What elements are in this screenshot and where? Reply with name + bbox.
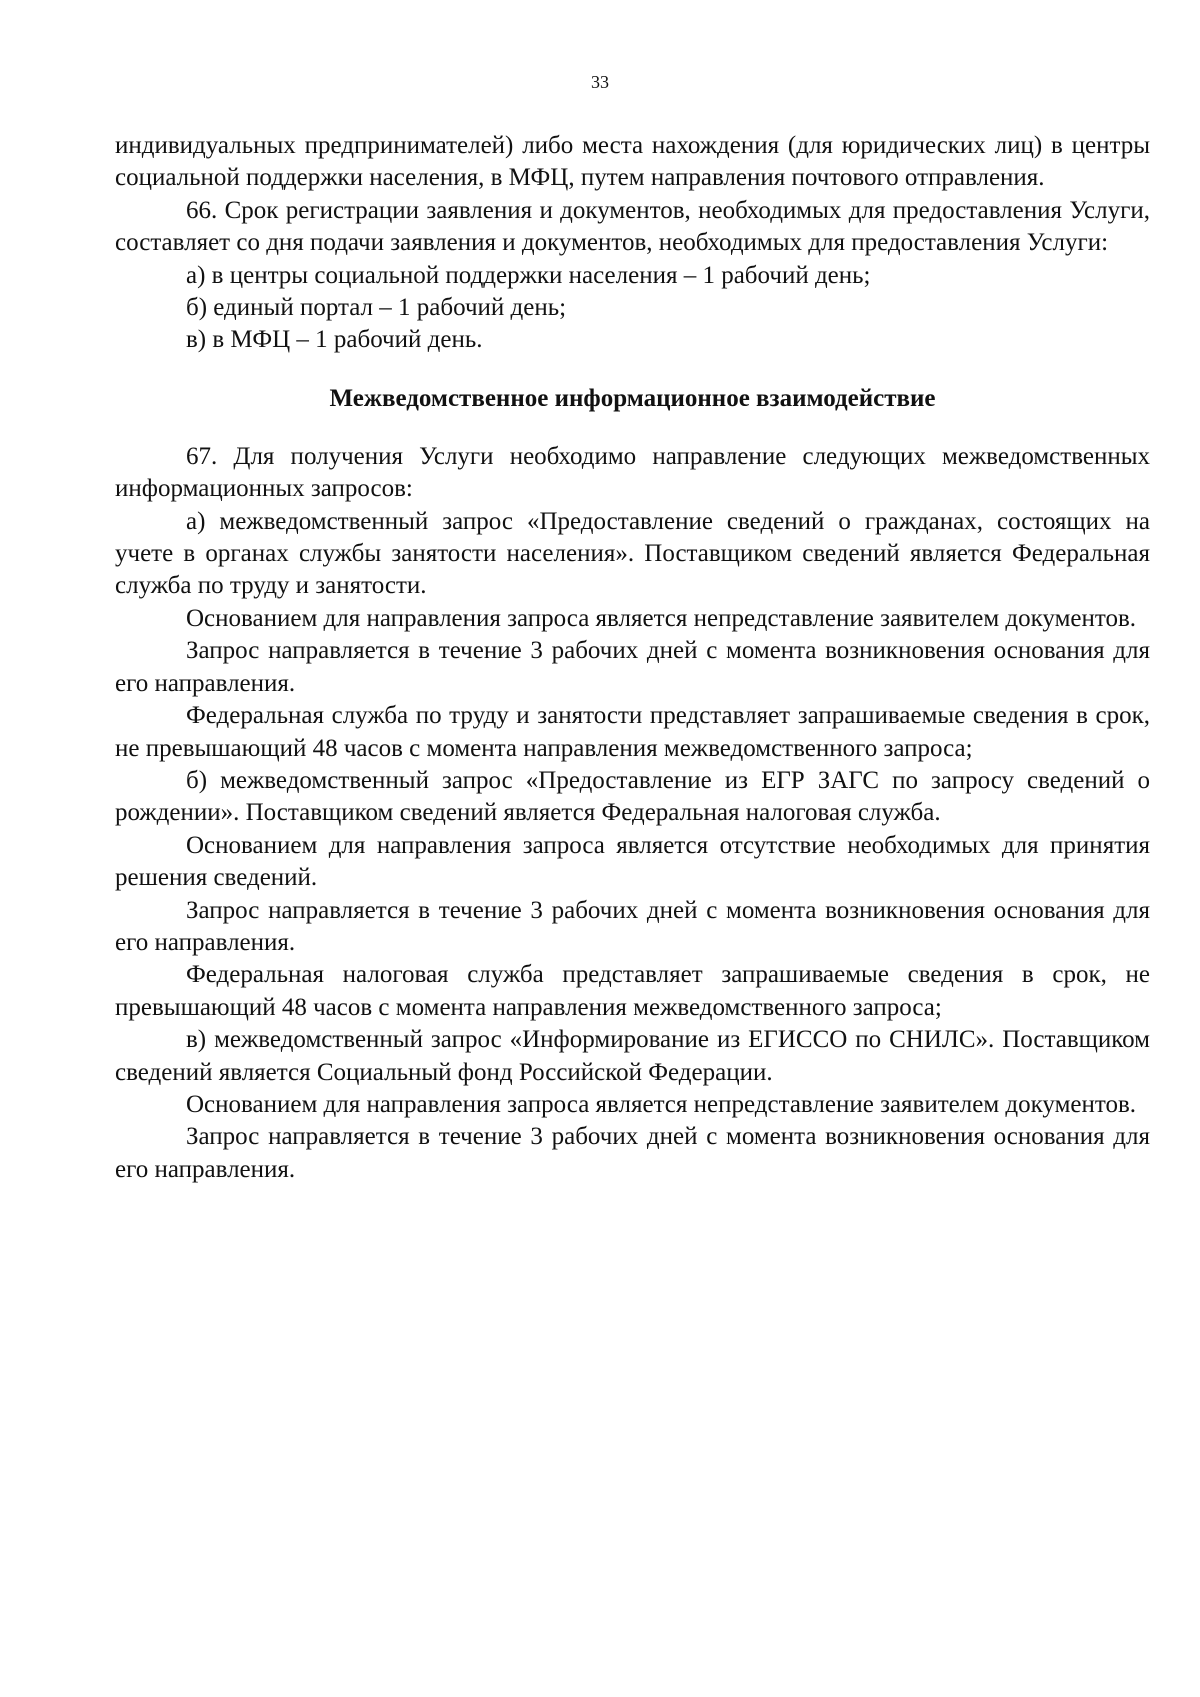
paragraph-67-b-timing: Запрос направляется в течение 3 рабочих дней с момента возникновения основания для его направления. [115, 896, 1150, 956]
paragraph-67-c: в) межведомственный запрос «Информирование из ЕГИССО по СНИЛС». Поставщиком сведений является Социальный фонд Российской Федерации. [115, 1026, 1150, 1086]
paragraph-66-a: а) в центры социальной поддержки населения – 1 рабочий день; [186, 261, 871, 289]
page-number: 33 [591, 72, 609, 92]
paragraph-66-b: б) единый портал – 1 рабочий день; [186, 294, 567, 322]
paragraph-66: 66. Срок регистрации заявления и документов, необходимых для предоставления Услуги, составляет со дня подачи заявления и документов, необходимых для предоставления Услуги: [115, 196, 1150, 257]
paragraph-67-a-timing: Запрос направляется в течение 3 рабочих дней с момента возникновения основания для его направления. [115, 637, 1150, 697]
paragraph-67-c-basis: Основанием для направления запроса является непредставление заявителем документов. [186, 1090, 1137, 1118]
paragraph-67-a: а) межведомственный запрос «Предоставление сведений о гражданах, состоящих на учете в органах службы занятости населения». Поставщиком сведений является Федеральная служба по труду и занятости. [115, 507, 1150, 600]
paragraph-66-c: в) в МФЦ – 1 рабочий день. [186, 326, 483, 354]
paragraphs-before-heading [115, 130, 1150, 357]
paragraph-67-b: б) межведомственный запрос «Предоставление из ЕГР ЗАГС по запросу сведений о рождении». Поставщиком сведений является Федеральная налоговая служба. [115, 766, 1150, 827]
paragraph-67-a-basis: Основанием для направления запроса является непредставление заявителем документов. [186, 604, 1137, 632]
paragraphs-after-heading [115, 441, 1150, 1186]
paragraph-67-b-basis: Основанием для направления запроса является отсутствие необходимых для принятия решения сведений. [115, 831, 1150, 892]
paragraph-67-b-response: Федеральная налоговая служба представляет запрашиваемые сведения в срок, не превышающий 48 часов с момента направления межведомственного запроса; [115, 961, 1150, 1021]
section-heading: Межведомственное информационное взаимодействие [329, 384, 936, 412]
document-body [115, 130, 1150, 1186]
paragraph-67-c-timing: Запрос направляется в течение 3 рабочих дней с момента возникновения основания для его направления. [115, 1123, 1150, 1183]
paragraph-continuation: индивидуальных предпринимателей) либо места нахождения (для юридических лиц) в центры социальной поддержки населения, в МФЦ, путем направления почтового отправления. [115, 132, 1150, 192]
paragraph-67: 67. Для получения Услуги необходимо направление следующих межведомственных информационных запросов: [115, 442, 1150, 503]
paragraph-67-a-response: Федеральная служба по труду и занятости представляет запрашиваемые сведения в срок, не превышающий 48 часов с момента направления межведомственного запроса; [115, 702, 1150, 762]
